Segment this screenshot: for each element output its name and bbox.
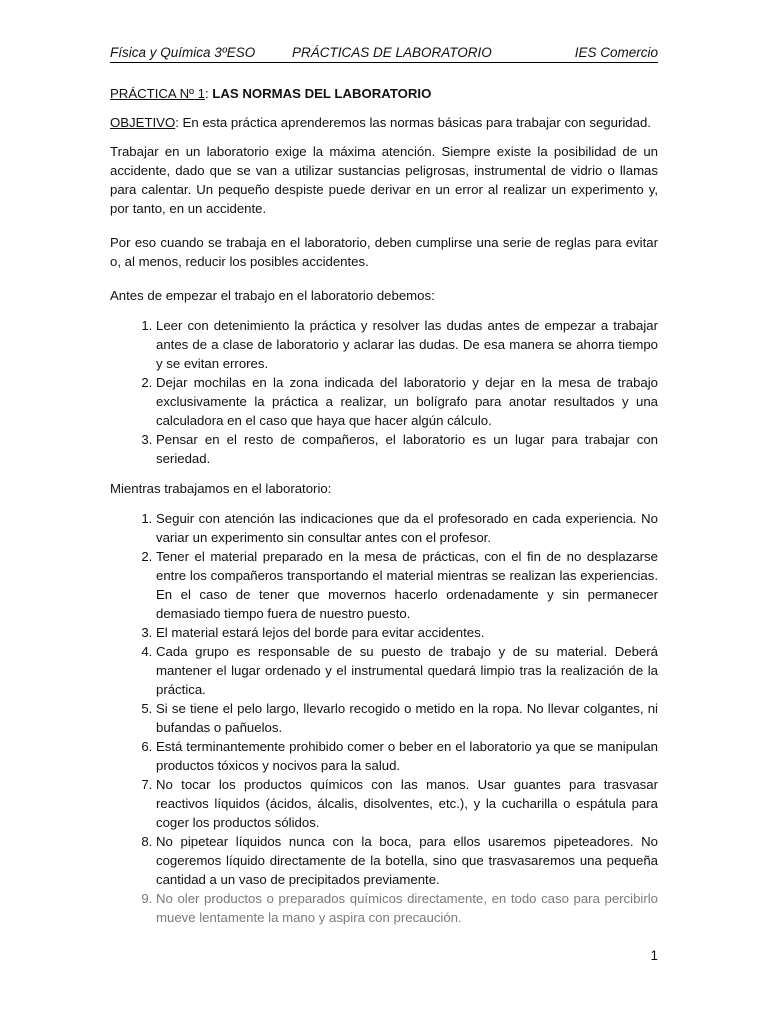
- during-lead: Mientras trabajamos en el laboratorio:: [110, 481, 332, 496]
- list-item: 5. Si se tiene el pelo largo, llevarlo recogido o metido en la ropa. No llevar colgantes, ni bufandas o pañuelos.: [156, 699, 658, 737]
- objective: [110, 113, 658, 132]
- document-body: [110, 84, 658, 938]
- practice-name: LAS NORMAS DEL LABORATORIO: [212, 86, 432, 101]
- list-item: 1. Seguir con atención las indicaciones que da el profesorado en cada experiencia. No variar un experimento sin consultar antes con el profesor.: [156, 509, 658, 547]
- header-title: PRÁCTICAS DE LABORATORIO: [292, 45, 492, 60]
- list-item: 7. No tocar los productos químicos con las manos. Usar guantes para trasvasar reactivos líquidos (ácidos, álcalis, disolventes, etc.), y la cucharilla o espátula para coger los productos sólidos.: [156, 775, 658, 832]
- title-separator: :: [204, 86, 213, 101]
- list-item: 6. Está terminantemente prohibido comer o beber en el laboratorio ya que se manipulan productos tóxicos y nocivos para la salud.: [156, 737, 658, 775]
- before-lead: Antes de empezar el trabajo en el laboratorio debemos:: [110, 288, 435, 303]
- objective-text: : En esta práctica aprenderemos las normas básicas para trabajar con seguridad.: [175, 115, 651, 130]
- during-list: [110, 509, 658, 927]
- list-item: 9. No oler productos o preparados químicos directamente, en todo caso para percibirlo mueve lentamente la mano y aspira con precaución.: [156, 889, 658, 927]
- practice-number: PRÁCTICA Nº 1: [110, 86, 205, 101]
- list-item: 8. No pipetear líquidos nunca con la boca, para ellos usaremos pipeteadores. No cogeremos líquido directamente de la botella, sino que trasvasaremos una pequeña cantidad a un vaso de precipitados previamente.: [156, 832, 658, 889]
- list-item: 2. Dejar mochilas en la zona indicada del laboratorio y dejar en la mesa de trabajo exclusivamente la práctica a realizar, un bolígrafo para anotar resultados y una calculadora en el caso que haya que hacer algún cálculo.: [156, 373, 658, 430]
- list-item: 3. El material estará lejos del borde para evitar accidentes.: [156, 623, 658, 642]
- page-number: 1: [650, 948, 658, 963]
- before-list: [110, 316, 658, 468]
- header-school: IES Comercio: [574, 45, 658, 60]
- document-page: [110, 0, 658, 1024]
- intro-paragraph: Trabajar en un laboratorio exige la máxima atención. Siempre existe la posibilidad de un accidente, dado que se van a utilizar sustancias peligrosas, instrumental de vidrio o llamas para calentar. Un pequeño despiste puede derivar en un error al realizar un experimento y, por tanto, en un accidente.: [110, 144, 658, 216]
- list-item: 4. Cada grupo es responsable de su puesto de trabajo y de su material. Deberá mantener el lugar ordenado y el instrumental quedará limpio tras la realización de la práctica.: [156, 642, 658, 699]
- list-item: 3. Pensar en el resto de compañeros, el laboratorio es un lugar para trabajar con seriedad.: [156, 430, 658, 468]
- page-header: [110, 44, 658, 63]
- practice-title: [110, 84, 658, 103]
- header-subject: Física y Química 3ºESO: [110, 45, 256, 60]
- rules-paragraph: Por eso cuando se trabaja en el laboratorio, deben cumplirse una serie de reglas para evitar o, al menos, reducir los posibles accidentes.: [110, 235, 658, 269]
- list-item: 2. Tener el material preparado en la mesa de prácticas, con el fin de no desplazarse entre los compañeros transportando el material mientras se realizan las experiencias. En el caso de tener que movernos hacerlo ordenadamente y sin permanecer demasiado tiempo fuera de nuestro puesto.: [156, 547, 658, 623]
- list-item: 1. Leer con detenimiento la práctica y resolver las dudas antes de empezar a trabajar antes de a clase de laboratorio y aclarar las dudas. De esa manera se ahorra tiempo y se evitan errores.: [156, 316, 658, 373]
- objective-label: OBJETIVO: [110, 115, 176, 130]
